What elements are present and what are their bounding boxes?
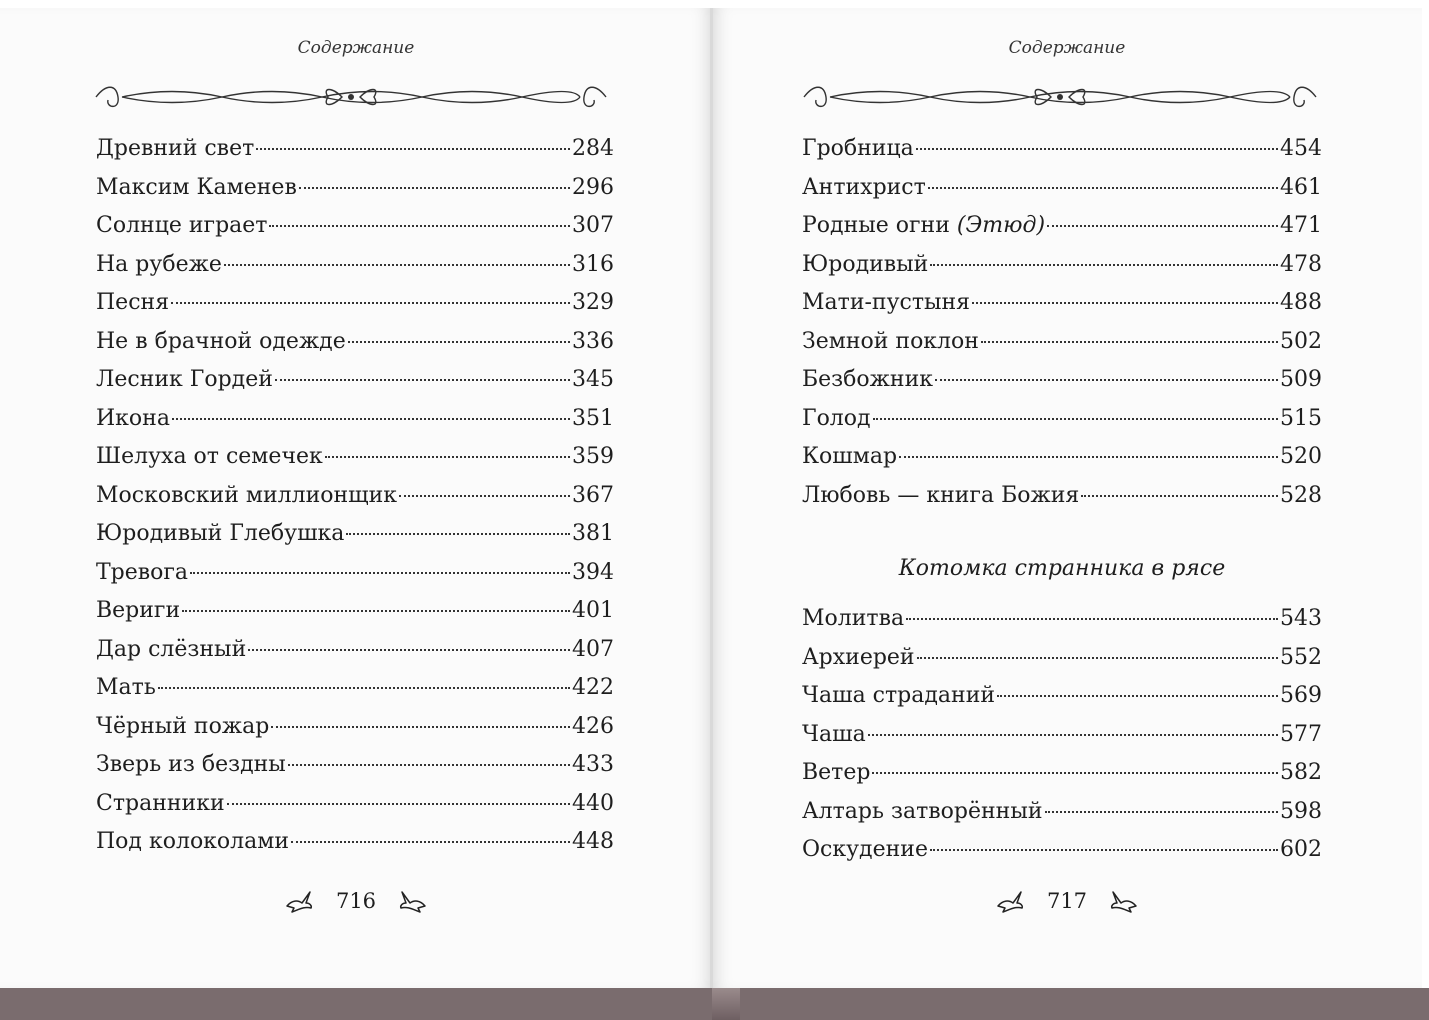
right-page xyxy=(712,8,1422,988)
dot-leader xyxy=(171,302,570,304)
dot-leader xyxy=(227,803,570,805)
entry-title xyxy=(802,207,1045,246)
entry-page-number: 351 xyxy=(572,405,614,431)
book-edge xyxy=(0,988,1429,1020)
entry-title xyxy=(96,823,289,862)
entry-title-text: Чёрный пожар xyxy=(96,713,270,739)
toc-entry xyxy=(96,284,614,323)
entry-title-text: Юродивый Глебушка xyxy=(96,521,345,546)
entry-title xyxy=(96,592,180,631)
toc-entry xyxy=(802,400,1322,439)
entry-title xyxy=(96,708,269,747)
entry-title xyxy=(802,130,914,169)
entry-title-text: Кошмар xyxy=(802,444,898,469)
entry-title-text: Московский миллионщик xyxy=(96,482,398,508)
entry-note: (Этюд) xyxy=(956,213,1046,238)
entry-page-number: 307 xyxy=(572,213,614,238)
entry-title xyxy=(96,515,344,554)
entry-page-number: 394 xyxy=(572,559,614,585)
book-gutter xyxy=(710,8,713,988)
entry-title-text: Лесник Гордей xyxy=(96,367,273,392)
toc-entry xyxy=(96,130,614,169)
entry-page-number: 284 xyxy=(572,136,614,161)
entry-title xyxy=(96,246,222,285)
dot-leader xyxy=(275,379,570,381)
toc-entry xyxy=(96,708,614,747)
toc-entry xyxy=(96,477,614,516)
entry-title xyxy=(96,438,323,477)
toc-entry xyxy=(96,400,614,439)
entry-title xyxy=(802,169,926,208)
dot-leader xyxy=(1047,225,1278,227)
toc-entry xyxy=(802,323,1322,362)
left-page xyxy=(0,8,712,988)
toc-entry xyxy=(802,246,1322,285)
dot-leader xyxy=(172,418,570,420)
entry-page-number: 422 xyxy=(572,675,614,700)
section-heading: Котомка странника в рясе xyxy=(898,556,1226,581)
entry-title xyxy=(96,284,169,323)
entry-page-number: 515 xyxy=(1280,405,1322,431)
entry-page-number: 528 xyxy=(1280,482,1322,508)
page-footer xyxy=(712,886,1422,916)
entry-title-text: Зверь из бездны xyxy=(96,752,286,777)
entry-title-text: Чаша xyxy=(802,721,866,747)
dove-icon xyxy=(284,886,314,916)
toc-entry xyxy=(96,323,614,362)
entry-title-text: Голод xyxy=(802,405,871,431)
dot-leader xyxy=(872,772,1278,774)
toc-entry xyxy=(96,207,614,246)
entry-title xyxy=(802,677,995,716)
entry-title-text: Мать xyxy=(96,675,156,700)
entry-title-text: Песня xyxy=(96,290,170,315)
entry-title xyxy=(96,477,397,516)
dot-leader xyxy=(271,726,570,728)
entry-title xyxy=(802,716,866,755)
entry-title xyxy=(802,438,897,477)
entry-page-number: 502 xyxy=(1280,328,1322,354)
dot-leader xyxy=(928,187,1278,189)
toc-entry xyxy=(802,438,1322,477)
entry-title-text: Максим Каменев xyxy=(96,174,297,200)
toc-entry xyxy=(96,515,614,554)
entry-title-text: Молитва xyxy=(802,606,905,631)
entry-page-number: 367 xyxy=(572,482,614,508)
entry-title xyxy=(96,130,254,169)
dot-leader xyxy=(935,379,1278,381)
entry-page-number: 440 xyxy=(572,790,614,816)
entry-page-number: 471 xyxy=(1280,213,1322,238)
table-of-contents xyxy=(802,130,1322,515)
toc-entry xyxy=(96,169,614,208)
toc-entry xyxy=(802,207,1322,246)
entry-page-number: 336 xyxy=(572,328,614,354)
dot-leader xyxy=(291,841,570,843)
toc-entry xyxy=(802,716,1322,755)
toc-entry xyxy=(802,677,1322,716)
table-of-contents xyxy=(96,130,614,862)
entry-title xyxy=(802,639,915,678)
entry-title xyxy=(802,600,904,639)
dot-leader xyxy=(868,734,1278,736)
entry-page-number: 381 xyxy=(572,521,614,546)
entry-title xyxy=(96,207,267,246)
dot-leader xyxy=(269,225,570,227)
entry-page-number: 509 xyxy=(1280,367,1322,392)
entry-page-number: 426 xyxy=(572,713,614,739)
entry-title-text: Ветер xyxy=(802,760,871,785)
entry-page-number: 448 xyxy=(572,829,614,854)
toc-entry xyxy=(802,130,1322,169)
dot-leader xyxy=(299,187,570,189)
entry-page-number: 598 xyxy=(1280,798,1322,824)
entry-page-number: 345 xyxy=(572,367,614,392)
entry-title-text: Вериги xyxy=(96,598,181,623)
entry-page-number: 454 xyxy=(1280,136,1322,161)
dot-leader xyxy=(997,695,1278,697)
entry-title-text: Солнце играет xyxy=(96,213,268,238)
dot-leader xyxy=(399,495,570,497)
dot-leader xyxy=(930,264,1278,266)
entry-title-text: Чаша страданий xyxy=(802,683,996,708)
entry-title-text: Безбожник xyxy=(802,367,933,392)
entry-page-number: 433 xyxy=(572,752,614,777)
dot-leader xyxy=(873,418,1278,420)
dot-leader xyxy=(1081,495,1278,497)
entry-page-number: 577 xyxy=(1280,721,1322,747)
dot-leader xyxy=(1045,811,1279,813)
entry-page-number: 329 xyxy=(572,290,614,315)
entry-title xyxy=(802,831,928,870)
dot-leader xyxy=(899,456,1278,458)
floral-border-ornament xyxy=(92,82,610,112)
entry-title xyxy=(802,400,871,439)
dot-leader xyxy=(906,618,1278,620)
running-head: Содержание xyxy=(1008,38,1126,58)
dot-leader xyxy=(256,148,570,150)
entry-title-text: Юродивый xyxy=(802,251,929,277)
entry-page-number: 359 xyxy=(572,444,614,469)
entry-title-text: Икона xyxy=(96,405,170,431)
entry-page-number: 582 xyxy=(1280,760,1322,785)
toc-entry xyxy=(802,600,1322,639)
running-head: Содержание xyxy=(297,38,415,58)
dove-icon xyxy=(1109,886,1139,916)
entry-page-number: 569 xyxy=(1280,683,1322,708)
entry-page-number: 461 xyxy=(1280,174,1322,200)
toc-entry xyxy=(96,592,614,631)
toc-entry xyxy=(802,169,1322,208)
entry-title xyxy=(802,793,1043,832)
dot-leader xyxy=(288,764,570,766)
toc-entry xyxy=(96,746,614,785)
entry-title-text: Архиерей xyxy=(802,644,915,670)
entry-title xyxy=(96,554,188,593)
entry-title xyxy=(96,400,170,439)
dove-icon xyxy=(398,886,428,916)
entry-title-text: Под колоколами xyxy=(96,829,290,854)
dot-leader xyxy=(224,264,570,266)
toc-entry xyxy=(802,361,1322,400)
entry-page-number: 488 xyxy=(1280,290,1322,315)
entry-title-text: Родные огни xyxy=(802,213,957,238)
toc-entry xyxy=(96,823,614,862)
dot-leader xyxy=(248,649,570,651)
entry-title xyxy=(96,669,156,708)
toc-entry xyxy=(802,639,1322,678)
book-cover-edge xyxy=(740,988,1429,1020)
toc-entry xyxy=(96,554,614,593)
entry-title-text: Земной поклон xyxy=(802,328,979,354)
dot-leader xyxy=(972,302,1278,304)
entry-title-text: Антихрист xyxy=(802,174,926,200)
toc-entry xyxy=(802,284,1322,323)
entry-page-number: 520 xyxy=(1280,444,1322,469)
entry-title xyxy=(802,477,1079,516)
entry-page-number: 401 xyxy=(572,598,614,623)
entry-title-text: Древний свет xyxy=(96,136,255,161)
dot-leader xyxy=(917,657,1278,659)
dove-icon xyxy=(995,886,1025,916)
toc-entry xyxy=(96,785,614,824)
page-footer xyxy=(0,886,712,916)
entry-title xyxy=(802,284,970,323)
entry-title xyxy=(96,785,225,824)
entry-title-text: Дар слёзный xyxy=(96,636,247,662)
entry-title xyxy=(802,246,928,285)
floral-border-ornament xyxy=(800,82,1320,112)
entry-title-text: На рубеже xyxy=(96,251,222,277)
dot-leader xyxy=(916,148,1278,150)
entry-title xyxy=(802,323,979,362)
entry-title xyxy=(802,754,870,793)
toc-entry xyxy=(802,754,1322,793)
dot-leader xyxy=(182,610,570,612)
entry-title-text: Мати-пустыня xyxy=(802,290,971,315)
entry-title-text: Не в брачной одежде xyxy=(96,328,346,354)
dot-leader xyxy=(346,533,570,535)
entry-page-number: 602 xyxy=(1280,837,1322,862)
dot-leader xyxy=(930,849,1278,851)
toc-entry xyxy=(802,793,1322,832)
dot-leader xyxy=(158,687,570,689)
entry-title-text: Тревога xyxy=(96,559,189,585)
entry-title xyxy=(96,631,246,670)
toc-entry xyxy=(802,831,1322,870)
toc-entry xyxy=(96,246,614,285)
toc-entry xyxy=(96,669,614,708)
entry-title xyxy=(96,746,286,785)
page-number: 717 xyxy=(1046,889,1088,913)
dot-leader xyxy=(325,456,570,458)
entry-page-number: 543 xyxy=(1280,606,1322,631)
entry-title xyxy=(96,323,346,362)
page-number: 716 xyxy=(335,889,377,913)
dot-leader xyxy=(190,572,570,574)
dot-leader xyxy=(348,341,570,343)
dot-leader xyxy=(981,341,1278,343)
entry-page-number: 478 xyxy=(1280,251,1322,277)
toc-entry xyxy=(96,361,614,400)
entry-title xyxy=(96,361,273,400)
toc-entry xyxy=(96,438,614,477)
entry-page-number: 407 xyxy=(572,636,614,662)
toc-entry xyxy=(802,477,1322,516)
book-cover-edge xyxy=(0,988,712,1020)
entry-title xyxy=(802,361,933,400)
entry-title-text: Странники xyxy=(96,790,225,816)
entry-page-number: 316 xyxy=(572,251,614,277)
entry-title-text: Алтарь затворённый xyxy=(802,798,1043,824)
entry-title-text: Гробница xyxy=(802,136,914,161)
toc-entry xyxy=(96,631,614,670)
entry-page-number: 296 xyxy=(572,174,614,200)
entry-page-number: 552 xyxy=(1280,644,1322,670)
entry-title-text: Шелуха от семечек xyxy=(96,444,323,469)
entry-title xyxy=(96,169,297,208)
section-table-of-contents xyxy=(802,600,1322,870)
entry-title-text: Любовь — книга Божия xyxy=(802,482,1080,508)
entry-title-text: Оскудение xyxy=(802,837,928,862)
